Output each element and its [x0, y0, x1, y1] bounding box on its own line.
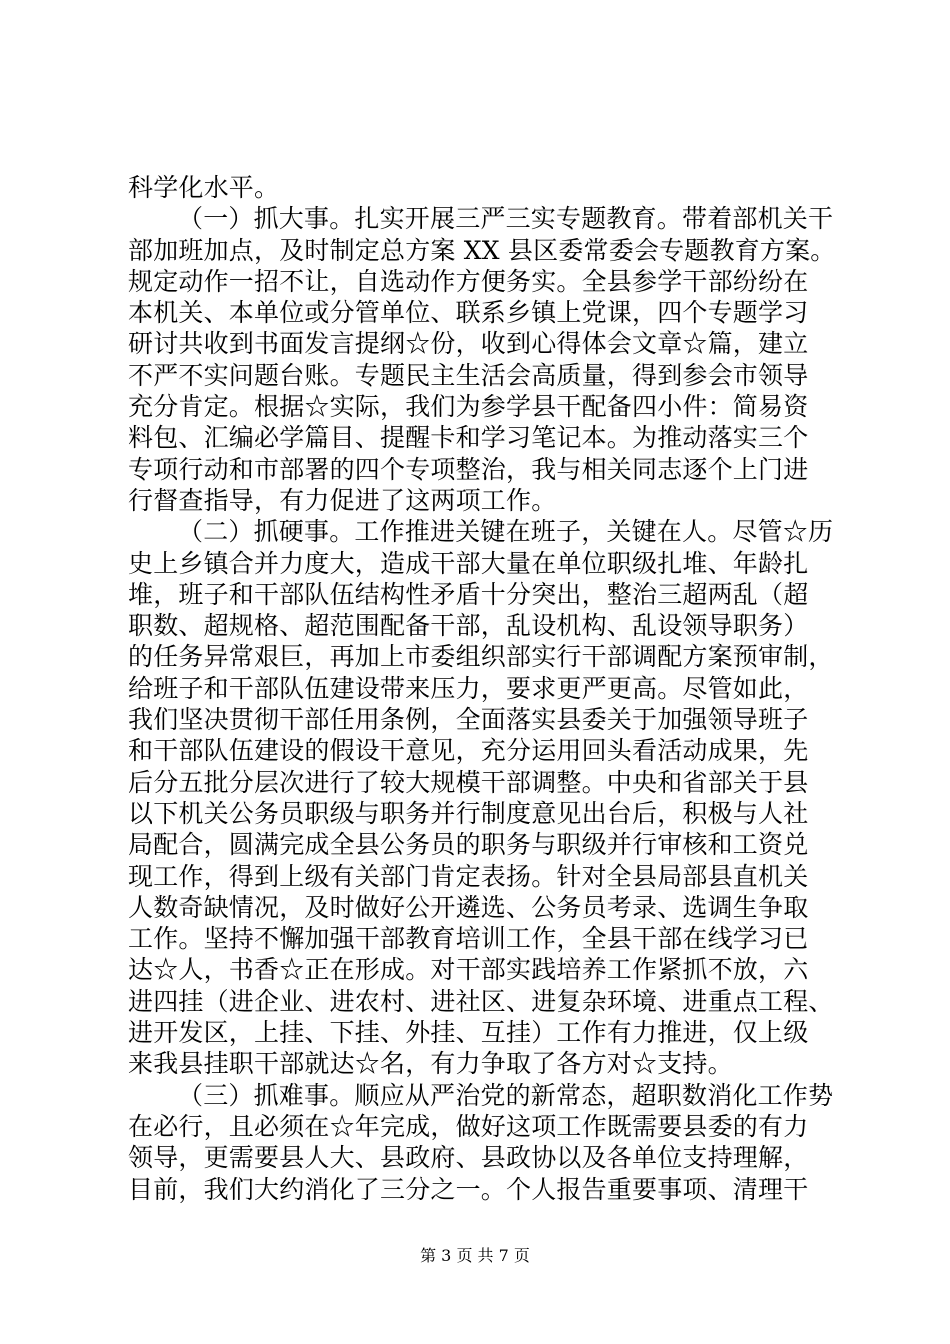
text-line: 研讨共收到书面发言提纲☆份，收到心得体会文章☆篇，建立	[128, 329, 809, 359]
text-line: 领导，更需要县人大、县政府、县政协以及各单位支持理解，	[128, 1143, 809, 1173]
text-line: 不严不实问题台账。专题民主生活会高质量，得到参会市领导	[128, 360, 809, 390]
paragraph-start-line: （三）抓难事。顺应从严治党的新常态，超职数消化工作势	[178, 1080, 834, 1110]
paragraph-start-line: （二）抓硬事。工作推进关键在班子，关键在人。尽管☆历	[178, 517, 834, 547]
text-line: 达☆人，书香☆正在形成。对干部实践培养工作紧抓不放，六	[128, 955, 809, 985]
text-line: 行督查指导，有力促进了这两项工作。	[128, 485, 557, 515]
text-line: 专项行动和市部署的四个专项整治，我与相关同志逐个上门进	[128, 454, 809, 484]
text-line: 来我县挂职干部就达☆名，有力争取了各方对☆支持。	[128, 1049, 733, 1079]
text-line: 工作。坚持不懈加强干部教育培训工作，全县干部在线学习已	[128, 924, 809, 954]
text-line: 局配合，圆满完成全县公务员的职务与职级并行审核和工资兑	[128, 830, 809, 860]
text-line: 部加班加点，及时制定总方案 XX 县区委常委会专题教育方案。	[128, 235, 836, 265]
text-line: 和干部队伍建设的假设干意见，充分运用回头看活动成果，先	[128, 736, 809, 766]
text-line: 规定动作一招不让，自选动作方便务实。全县参学干部纷纷在	[128, 266, 809, 296]
text-line: 职数、超规格、超范围配备干部，乱设机构、乱设领导职务）	[128, 611, 809, 641]
page-footer: 第 3 页 共 7 页	[420, 1246, 530, 1265]
text-line: 科学化水平。	[128, 173, 280, 202]
text-line: 我们坚决贯彻干部任用条例，全面落实县委关于加强领导班子	[128, 705, 809, 735]
text-line: 进四挂（进企业、进农村、进社区、进复杂环境、进重点工程、	[128, 986, 834, 1016]
text-line: 进开发区，上挂、下挂、外挂、互挂）工作有力推进，仅上级	[128, 1018, 809, 1048]
body-text	[128, 172, 836, 1205]
text-line: 以下机关公务员职级与职务并行制度意见出台后，积极与人社	[128, 798, 809, 828]
paragraph-start-line: （一）抓大事。扎实开展三严三实专题教育。带着部机关干	[178, 204, 834, 234]
text-line: 人数奇缺情况，及时做好公开遴选、公务员考录、选调生争取	[128, 892, 809, 922]
text-line: 给班子和干部队伍建设带来压力，要求更严更高。尽管如此，	[128, 673, 809, 703]
text-line: 在必行，且必须在☆年完成，做好这项工作既需要县委的有力	[128, 1111, 809, 1141]
text-line: 后分五批分层次进行了较大规模干部调整。中央和省部关于县	[128, 767, 809, 797]
text-line: 现工作，得到上级有关部门肯定表扬。针对全县局部县直机关	[128, 861, 809, 891]
text-line: 堆，班子和干部队伍结构性矛盾十分突出，整治三超两乱（超	[128, 579, 809, 609]
text-line: 本机关、本单位或分管单位、联系乡镇上党课，四个专题学习	[128, 298, 809, 328]
text-line: 充分肯定。根据☆实际，我们为参学县干配备四小件：简易资	[128, 392, 809, 422]
text-line: 料包、汇编必学篇目、提醒卡和学习笔记本。为推动落实三个	[128, 423, 809, 453]
text-line: 的任务异常艰巨，再加上市委组织部实行干部调配方案预审制，	[128, 642, 834, 672]
text-line: 史上乡镇合并力度大，造成干部大量在单位职级扎堆、年龄扎	[128, 548, 809, 578]
text-line: 目前，我们大约消化了三分之一。个人报告重要事项、清理干	[128, 1174, 809, 1204]
